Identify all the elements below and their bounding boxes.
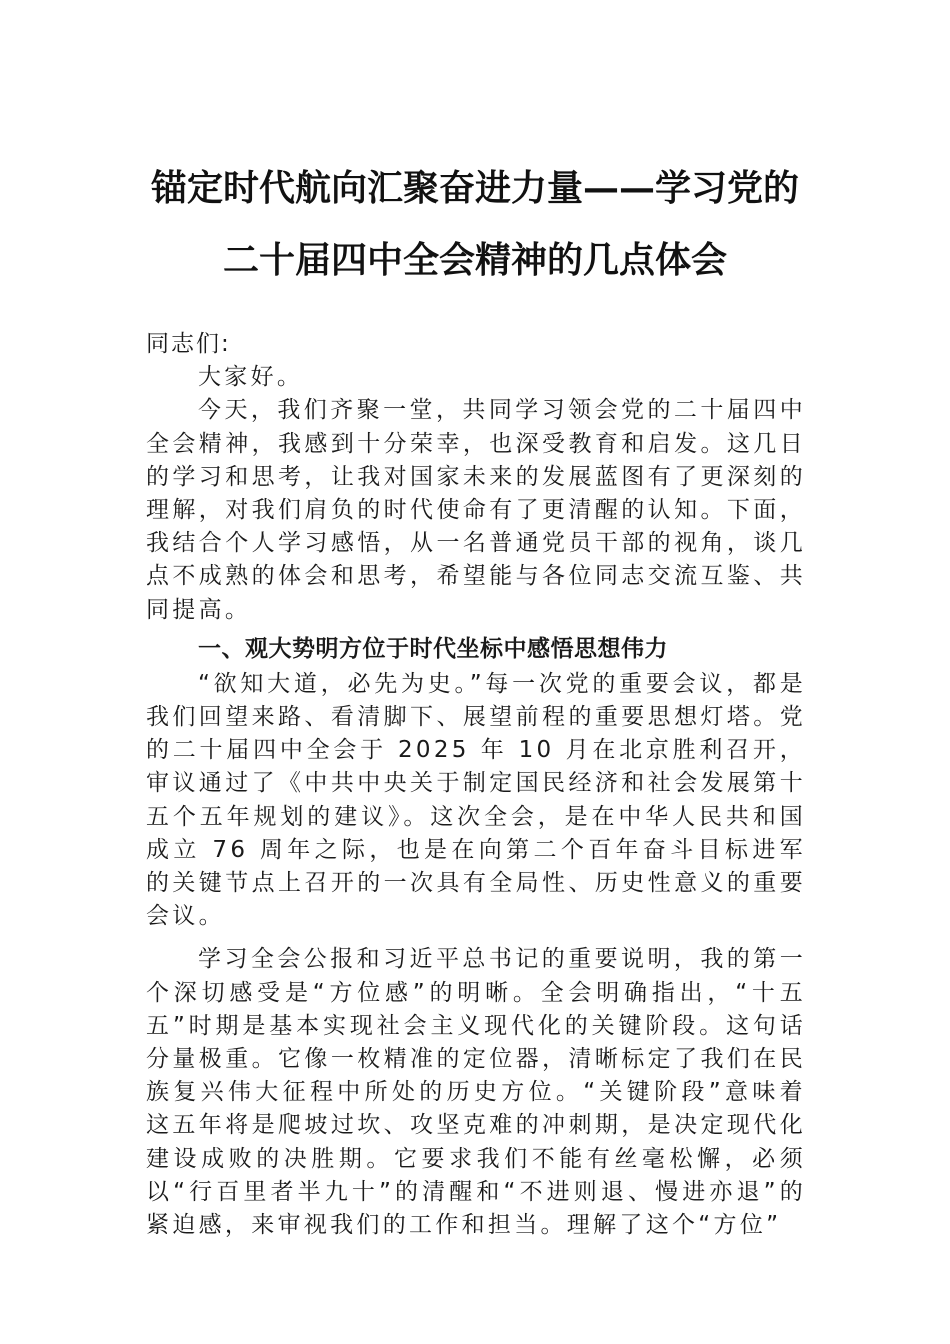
- intro-paragraph: 今天，我们齐聚一堂，共同学习领会党的二十届四中全会精神，我感到十分荣幸，也深受教育和启发。这几日的学习和思考，让我对国家未来的发展蓝图有了更深刻的理解，对我们肩负的时代使命有了更清醒的认知。下面，我结合个人学习感悟，从一名普通党员干部的视角，谈几点不成熟的体会和思考，希望能与各位同志交流互鉴、共同提高。: [146, 397, 806, 623]
- section1-paragraph-1: “欲知大道，必先为史。”每一次党的重要会议，都是我们回望来路、看清脚下、展望前程的重要思想灯塔。党的二十届四中全会于 2025 年 10 月在北京胜利召开，审议通过了《中共中央关于制定国民经济和社会发展第十五个五年规划的建议》。这次全会，是在中华人民共和国成立 76 周年之际，也是在向第二个百年奋斗目标进军的关键节点上召开的一次具有全局性、历史性意义的重要会议。: [146, 670, 806, 930]
- salutation: 同志们:: [146, 331, 231, 357]
- document-title-line-2: 二十届四中全会精神的几点体会: [222, 239, 727, 281]
- document-title-line-1: 锚定时代航向汇聚奋进力量——学习党的: [150, 167, 799, 209]
- section-heading-1: 一、观大势明方位于时代坐标中感悟思想伟力: [198, 635, 668, 662]
- document-body: [146, 328, 806, 1242]
- section1-paragraph-2: 学习全会公报和习近平总书记的重要说明，我的第一个深切感受是“方位感”的明晰。全会明确指出，“十五五”时期是基本实现社会主义现代化的关键阶段。这句话分量极重。它像一枚精准的定位器，清晰标定了我们在民族复兴伟大征程中所处的历史方位。“关键阶段”意味着这五年将是爬坡过坎、攻坚克难的冲刺期，是决定现代化建设成败的决胜期。它要求我们不能有丝毫松懈，必须以“行百里者半九十”的清醒和“不进则退、慢进亦退”的紧迫感，来审视我们的工作和担当。理解了这个“方位”: [146, 946, 806, 1239]
- greeting: 大家好。: [198, 364, 304, 391]
- paragraph-gap: [146, 933, 806, 943]
